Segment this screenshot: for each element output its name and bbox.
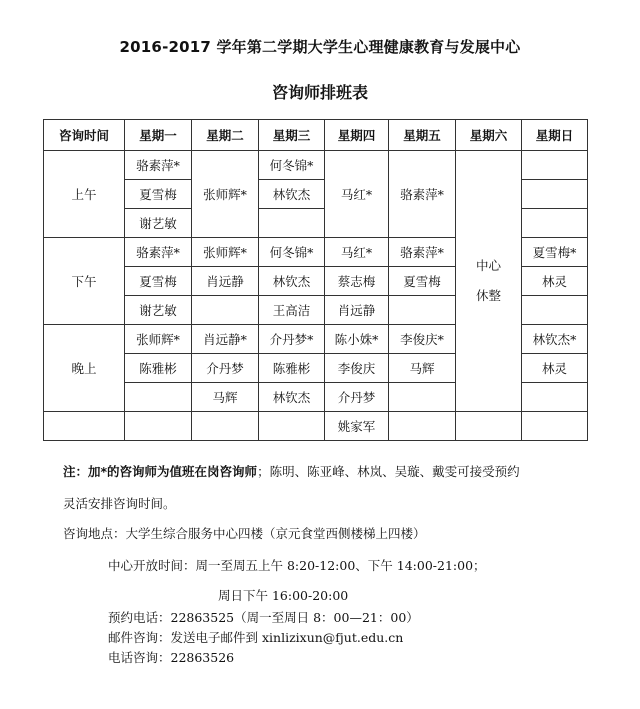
cell-fri-ev-3 (389, 383, 456, 412)
cell-mon-am-1: 骆素萍* (125, 151, 192, 180)
cell-sun-ev-2: 林灵 (522, 354, 588, 383)
cell-mon-am-2: 夏雪梅 (125, 180, 192, 209)
period-afternoon: 下午 (44, 238, 125, 325)
cell-thu-pm-3: 肖远静 (325, 296, 389, 325)
cell-mon-am-3: 谢艺敏 (125, 209, 192, 238)
cell-extra-time (44, 412, 125, 441)
cell-sun-ev-1: 林钦杰* (522, 325, 588, 354)
cell-thu-ev-1: 陈小姝* (325, 325, 389, 354)
header-time: 咨询时间 (44, 120, 125, 151)
cell-wed-am-1: 何冬锦* (259, 151, 325, 180)
cell-mon-ev-3 (125, 383, 192, 412)
cell-wed-ev-3: 林钦杰 (259, 383, 325, 412)
cell-sun-pm-2: 林灵 (522, 267, 588, 296)
cell-wed-am-3 (259, 209, 325, 238)
cell-sun-extra (522, 412, 588, 441)
hours-text-2: 周日下午 16:00-20:00 (218, 588, 349, 603)
cell-thu-extra: 姚家军 (325, 412, 389, 441)
booking-phone-text: 预约电话：22863525（周一至周日 8：00—21：00） (108, 610, 419, 625)
cell-fri-extra (389, 412, 456, 441)
cell-wed-ev-2: 陈雅彬 (259, 354, 325, 383)
title-line-2: 咨询师排班表 (271, 83, 368, 102)
period-morning: 上午 (44, 151, 125, 238)
cell-thu-am: 马红* (325, 151, 389, 238)
header-thu: 星期四 (325, 120, 389, 151)
cell-thu-pm-1: 马红* (325, 238, 389, 267)
cell-tue-pm-3 (192, 296, 259, 325)
cell-tue-extra (192, 412, 259, 441)
email-text: 邮件咨询：发送电子邮件到 xinlizixun@fjut.edu.cn (108, 630, 404, 645)
note-prefix: 注： (63, 464, 89, 479)
hours-text-1: 中心开放时间：周一至周五上午 8:20-12:00、下午 14:00-21:00； (108, 558, 486, 573)
location-text: 咨询地点：大学生综合服务中心四楼（京元食堂西侧楼梯上四楼） (63, 526, 426, 541)
header-wed: 星期三 (259, 120, 325, 151)
header-sat: 星期六 (456, 120, 522, 151)
cell-thu-ev-3: 介丹梦 (325, 383, 389, 412)
sat-rest-line-2: 休整 (475, 288, 501, 303)
cell-tue-ev-1: 肖远静* (192, 325, 259, 354)
cell-mon-pm-1: 骆素萍* (125, 238, 192, 267)
cell-sat-extra (456, 412, 522, 441)
cell-fri-pm-3 (389, 296, 456, 325)
cell-tue-am: 张师辉* (192, 151, 259, 238)
header-mon: 星期一 (125, 120, 192, 151)
cell-fri-ev-2: 马辉 (389, 354, 456, 383)
cell-sun-pm-1: 夏雪梅* (522, 238, 588, 267)
header-fri: 星期五 (389, 120, 456, 151)
cell-mon-pm-2: 夏雪梅 (125, 267, 192, 296)
cell-wed-extra (259, 412, 325, 441)
cell-sat-rest (456, 151, 522, 412)
cell-mon-ev-1: 张师辉* (125, 325, 192, 354)
cell-mon-pm-3: 谢艺敏 (125, 296, 192, 325)
note-line-1 (63, 462, 520, 480)
cell-sun-pm-3 (522, 296, 588, 325)
cell-wed-pm-3: 王高洁 (259, 296, 325, 325)
cell-fri-am: 骆素萍* (389, 151, 456, 238)
cell-sun-am-3 (522, 209, 588, 238)
cell-wed-pm-1: 何冬锦* (259, 238, 325, 267)
cell-wed-am-2: 林钦杰 (259, 180, 325, 209)
cell-sun-am-1 (522, 151, 588, 180)
cell-wed-ev-1: 介丹梦* (259, 325, 325, 354)
cell-fri-pm-1: 骆素萍* (389, 238, 456, 267)
cell-fri-pm-2: 夏雪梅 (389, 267, 456, 296)
cell-mon-ev-2: 陈雅彬 (125, 354, 192, 383)
cell-mon-extra (125, 412, 192, 441)
header-sun: 星期日 (522, 120, 588, 151)
title-line-1: 2016-2017 学年第二学期大学生心理健康教育与发展中心 (119, 38, 521, 56)
cell-sun-am-2 (522, 180, 588, 209)
period-evening: 晚上 (44, 325, 125, 412)
note-rest: ；陈明、陈亚峰、林岚、吴璇、戴雯可接受预约 (257, 464, 520, 479)
cell-thu-ev-2: 李俊庆 (325, 354, 389, 383)
cell-fri-ev-1: 李俊庆* (389, 325, 456, 354)
table-row (44, 412, 588, 441)
header-row (44, 120, 588, 151)
sat-rest-line-1: 中心 (475, 258, 501, 273)
table-row (44, 151, 588, 180)
note-line-2: 灵活安排咨询时间。 (63, 496, 176, 511)
cell-sun-ev-3 (522, 383, 588, 412)
cell-tue-ev-2: 介丹梦 (192, 354, 259, 383)
cell-tue-pm-1: 张师辉* (192, 238, 259, 267)
note-bold: 加*的咨询师为值班在岗咨询师 (88, 464, 258, 479)
cell-wed-pm-2: 林钦杰 (259, 267, 325, 296)
cell-tue-pm-2: 肖远静 (192, 267, 259, 296)
schedule-table (43, 119, 588, 441)
cell-tue-ev-3: 马辉 (192, 383, 259, 412)
header-tue: 星期二 (192, 120, 259, 151)
consult-phone-text: 电话咨询：22863526 (108, 650, 235, 665)
cell-thu-pm-2: 蔡志梅 (325, 267, 389, 296)
